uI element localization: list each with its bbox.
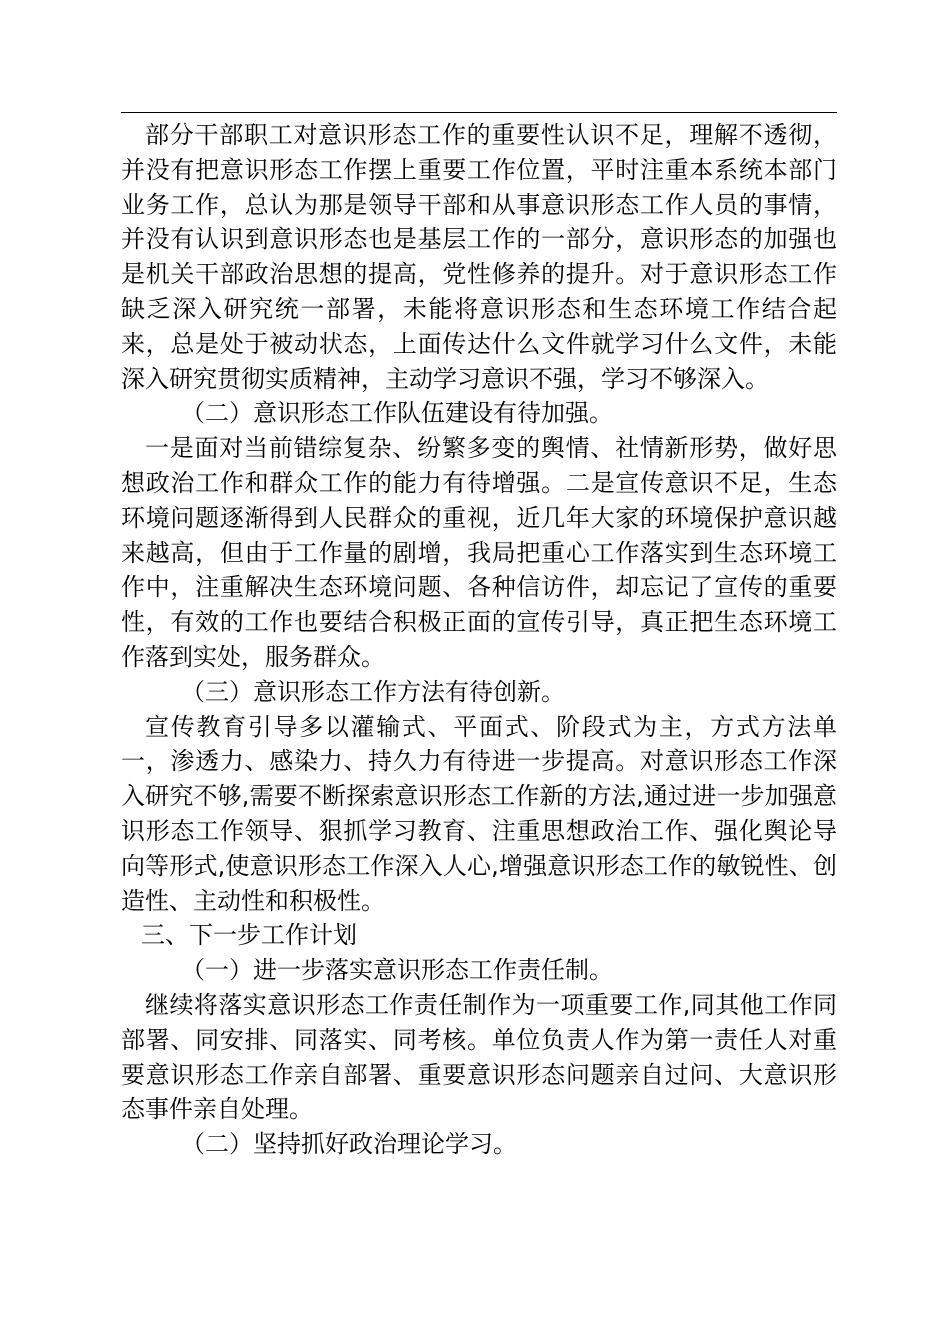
paragraph-method-innovation: 宣传教育引导多以灌输式、平面式、阶段式为主，方式方法单一，渗透力、感染力、持久力有待进一步提高。对意识形态工作深入研究不够,需要不断探索意识形态工作新的方法,通过进一步加强意识形态工作领导、狠抓学习教育、注重思想政治工作、强化舆论导向等形式,使意识形态工作深入人心,增强意识形态工作的敏锐性、创造性、主动性和积极性。 bbox=[121, 712, 837, 915]
paragraph-responsibility-system: 继续将落实意识形态工作责任制作为一项重要工作,同其他工作同部署、同安排、同落实、同考核。单位负责人作为第一责任人对重要意识形态工作亲自部署、重要意识形态问题亲自过问、大意识形态事件亲自处理。 bbox=[121, 990, 837, 1124]
document-body bbox=[121, 118, 837, 1162]
heading-responsibility-system: （一）进一步落实意识形态工作责任制。 bbox=[181, 956, 613, 985]
heading-team-building: （二）意识形态工作队伍建设有待加强。 bbox=[181, 399, 613, 428]
header-rule bbox=[121, 112, 837, 113]
section-heading-next-plan: 三、下一步工作计划 bbox=[141, 921, 357, 950]
paragraph-awareness-issue: 部分干部职工对意识形态工作的重要性认识不足，理解不透彻，并没有把意识形态工作摆上重要工作位置，平时注重本系统本部门业务工作，总认为那是领导干部和从事意识形态工作人员的事情，并没有认识到意识形态也是基层工作的一部分，意识形态的加强也是机关干部政治思想的提高，党性修养的提升。对于意识形态工作缺乏深入研究统一部署，未能将意识形态和生态环境工作结合起来，总是处于被动状态，上面传达什么文件就学习什么文件，未能深入研究贯彻实质精神，主动学习意识不强，学习不够深入。 bbox=[121, 121, 837, 393]
heading-method-innovation: （三）意识形态工作方法有待创新。 bbox=[181, 677, 565, 706]
paragraph-team-building: 一是面对当前错综复杂、纷繁多变的舆情、社情新形势，做好思想政治工作和群众工作的能力有待增强。二是宣传意识不足，生态环境问题逐渐得到人民群众的重视，近几年大家的环境保护意识越来越高，但由于工作量的剧增，我局把重心工作落实到生态环境工作中，注重解决生态环境问题、各种信访件，却忘记了宣传的重要性，有效的工作也要结合积极正面的宣传引导，真正把生态环境工作落到实处，服务群众。 bbox=[121, 434, 837, 671]
heading-theory-study: （二）坚持抓好政治理论学习。 bbox=[181, 1130, 517, 1159]
